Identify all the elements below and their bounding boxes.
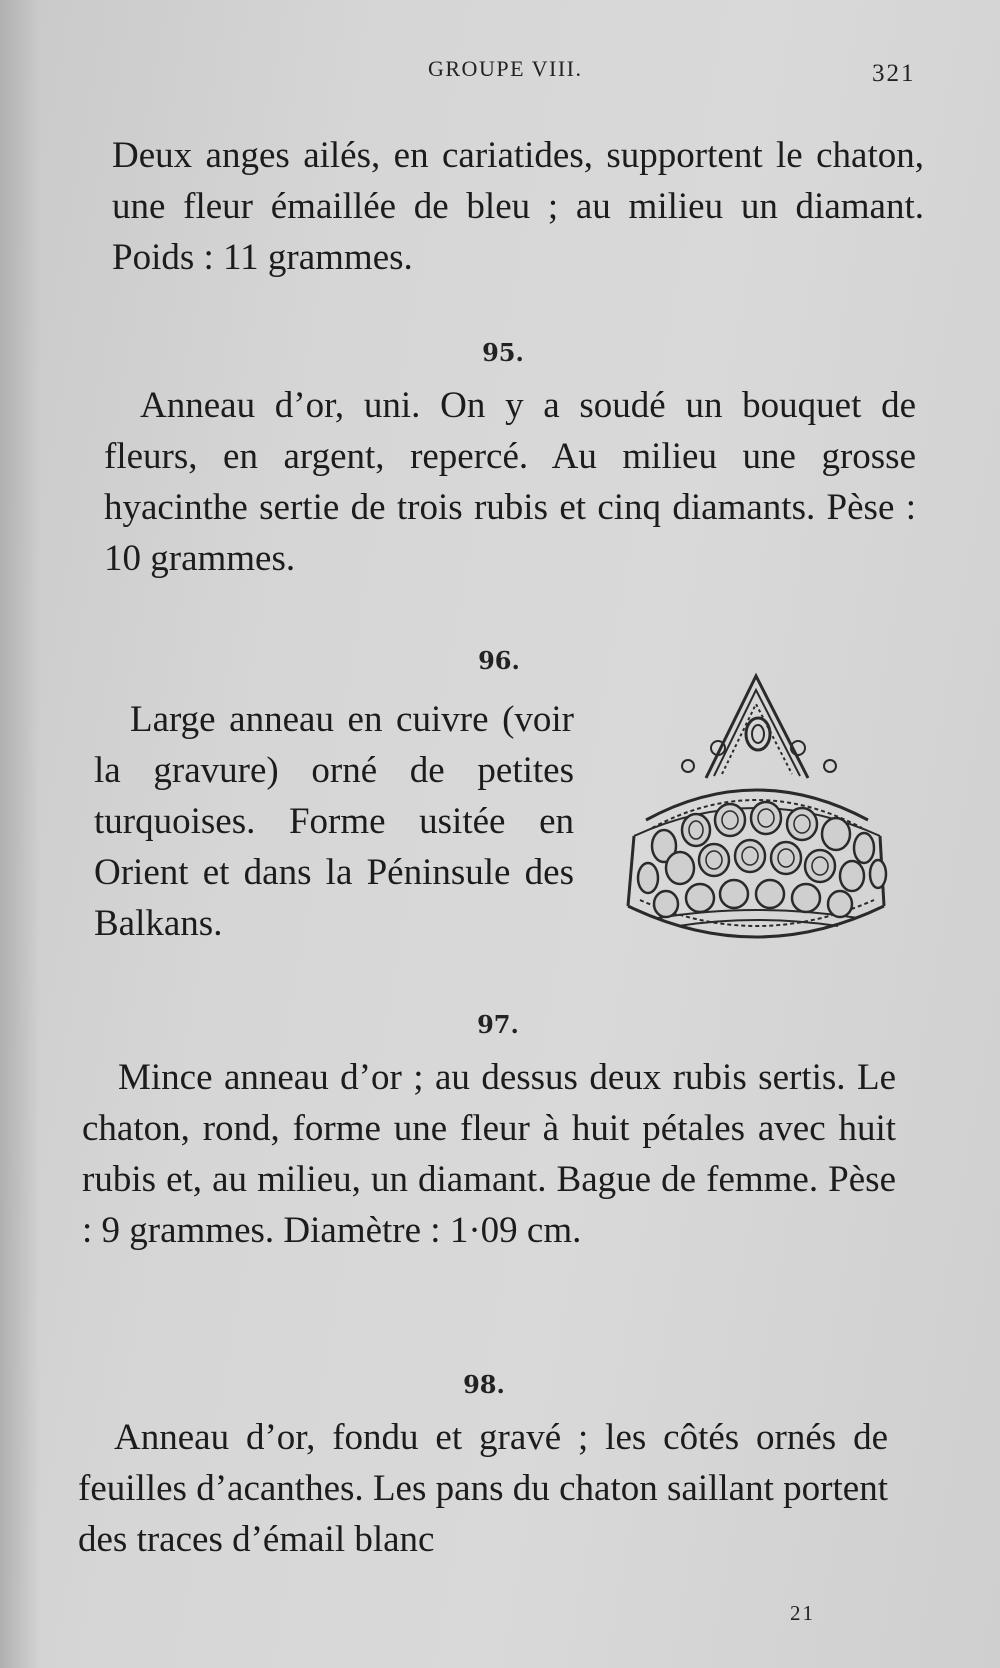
page-gutter-shadow — [0, 0, 40, 1668]
entry-text: Anneau d’or, uni. On y a soudé un bouquet de fleurs, en argent, repercé. Au milieu une grosse hyacinthe sertie de trois rubis et cinq diamants. Pèse : 10 grammes. — [104, 385, 916, 579]
running-title: GROUPE VIII. — [428, 56, 583, 81]
entry-95 — [104, 380, 916, 584]
ring-engraving — [618, 668, 894, 950]
entry-96 — [94, 694, 574, 949]
entry-number: 97. — [477, 1010, 519, 1039]
entry-number: 95. — [482, 338, 524, 367]
entry-text: Anneau d’or, fondu et gravé ; les côtés ornés de feuilles d’acanthes. Les pans du chaton saillant portent des traces d’émail blanc — [78, 1417, 888, 1560]
entry-98 — [78, 1412, 888, 1565]
printer-signature-mark: 21 — [790, 1601, 815, 1625]
entry-text: Large anneau en cuivre (voir la gravure) orné de petites turquoises. Forme usitée en Orient et dans la Péninsule des Balkans. — [94, 699, 574, 944]
page-number: 321 — [872, 60, 916, 87]
entry-text: Deux anges ailés, en cariatides, supportent le chaton, une fleur émaillée de bleu ; au milieu un diamant. Poids : 11 grammes. — [112, 135, 924, 278]
entry-text: Mince anneau d’or ; au dessus deux rubis sertis. Le chaton, rond, forme une fleur à huit pétales avec huit rubis et, au milieu, un diamant. Bague de femme. Pèse : 9 grammes. Diamètre : 1·09 cm. — [82, 1057, 896, 1251]
entry-continuation — [112, 130, 924, 283]
entry-97 — [82, 1052, 896, 1256]
entry-number: 98. — [463, 1370, 505, 1399]
entry-number: 96. — [478, 646, 520, 675]
